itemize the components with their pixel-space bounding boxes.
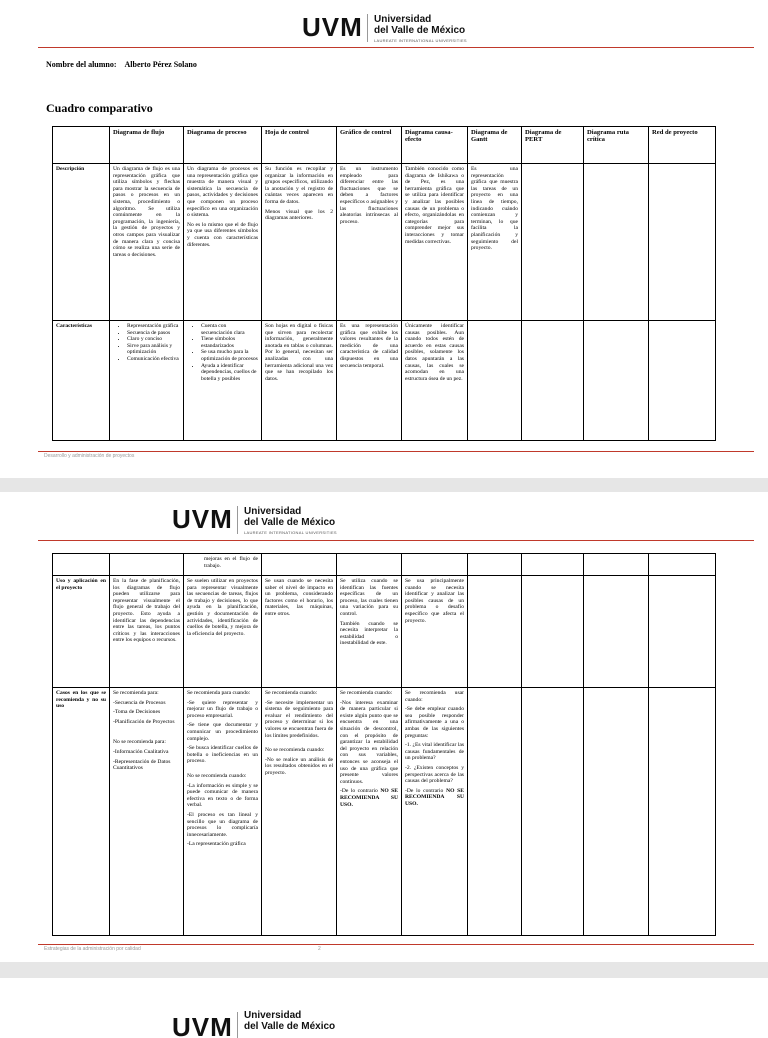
cell-uso-flujo: En la fase de planificación, los diagramas de flujo pueden utilizarse para representar visualmente el flujo general de trabajo del proyecto. Esto ayuda a identificar las dependencias entre las tareas, los puntos críticos y las interacciones entre los equipos o recursos. — [110, 576, 184, 688]
university-name-line1: Universidad — [244, 1010, 302, 1021]
cell-descripcion-hoja — [262, 164, 337, 321]
cell-empty — [649, 164, 716, 321]
paragraph: Se recomienda cuando: — [340, 690, 393, 696]
paragraph: -Planificación de Proyectos — [113, 718, 175, 725]
cell-descripcion-grafico: Es un instrumento empleado para diferenciar entre las fluctuaciones que se deben a factores específicos o asignables y las fluctuaciones aleatorias intrínsecas al proceso. — [337, 164, 402, 321]
paragraph: -Se busca identificar cuellos de botella o ineficiencias en un proceso. — [187, 745, 258, 765]
page-3 — [0, 978, 768, 1038]
logo-divider — [237, 506, 238, 534]
list-item: • Tiene símbolos estandarizados — [201, 336, 258, 349]
text: -De lo contrario — [340, 788, 381, 795]
cell-empty — [337, 554, 402, 576]
row-label-casos: Casos en los que se recomienda y no su uso — [53, 688, 110, 936]
logo-divider — [237, 1012, 238, 1038]
cell-empty — [584, 164, 649, 321]
uvm-logo-mark: UVM — [172, 504, 233, 534]
cell-empty — [522, 554, 584, 576]
paragraph: Menos visual que los 2 diagramas anteriores. — [265, 208, 333, 222]
cell-empty — [262, 554, 337, 576]
paragraph: -2. ¿Existen conceptos y perspectivas acerca de las causas del problema? — [405, 764, 464, 785]
cell-empty — [522, 321, 584, 441]
paragraph: -Se tiene que documentar y comunicar un procedimiento complejo. — [187, 722, 258, 742]
university-name-line2: del Valle de México — [244, 517, 336, 528]
paragraph: -La información es simple y se puede comunicar de manera efectiva en texto o de forma verbal. — [187, 782, 258, 809]
header-cell-empty — [53, 127, 110, 164]
paragraph: No se recomienda cuando: — [187, 772, 247, 779]
paragraph: No se recomienda para: — [113, 739, 166, 746]
row-casos — [53, 688, 716, 936]
cell-casos-proceso — [184, 688, 262, 936]
paragraph: -Toma de Decisiones — [113, 709, 161, 716]
uvm-logo-mark: UVM — [172, 1012, 233, 1038]
page-footer: Estrategias de la administración por calidad — [44, 946, 141, 952]
row-descripcion — [53, 164, 716, 321]
cell-continuation-proceso: mejoras en el flujo de trabajo. — [184, 554, 262, 576]
page-1 — [0, 0, 768, 478]
page-2 — [0, 492, 768, 962]
cell-empty — [584, 688, 649, 936]
paragraph: Se recomienda cuando: — [265, 690, 318, 696]
cell-descripcion-proceso — [184, 164, 262, 321]
comparison-table-continued — [52, 553, 716, 936]
university-name-line2: del Valle de México — [244, 1021, 336, 1032]
paragraph: Su función es recopilar y organizar la información en grupos específicos, utilizando la anotación y el registro de cuántas veces aparecen en forma de datos. — [265, 166, 333, 205]
paragraph: -Se necesite implementar un sistema de seguimiento para evaluar el rendimiento del proceso y determinar si los valores se encuentran fuera de los límites predefinidos. — [265, 699, 333, 739]
paragraph: Se recomienda usar cuando: — [405, 690, 464, 703]
paragraph: Se recomienda para: — [113, 690, 159, 696]
cell-uso-grafico — [337, 576, 402, 688]
row-label-uso: Uso y aplicación en el proyecto — [53, 576, 110, 688]
page-title: Cuadro comparativo — [46, 101, 153, 115]
list-item: • Sirve para análisis y optimización — [127, 343, 180, 356]
text: -De lo contrario — [405, 787, 447, 794]
header-causa-efecto: Diagrama causa-efecto — [402, 127, 468, 164]
cell-uso-hoja: Se usan cuando se necesita saber el nivel de impacto en un problema, considerando factores como el horario, los materiales, las máquinas, entre otros. — [262, 576, 337, 688]
paragraph — [405, 788, 464, 808]
cell-empty — [649, 554, 716, 576]
cell-empty — [53, 554, 110, 576]
list-item: • Claro y conciso — [127, 336, 180, 343]
university-name — [244, 1010, 335, 1032]
paragraph — [340, 788, 398, 808]
cell-empty — [522, 576, 584, 688]
footer-rule — [38, 451, 754, 452]
student-name: Alberto Pérez Solano — [124, 60, 197, 69]
paragraph: -La representación gráfica — [187, 841, 246, 848]
row-caracteristicas — [53, 321, 716, 441]
cell-casos-hoja — [262, 688, 337, 936]
cell-empty — [584, 576, 649, 688]
logo-divider — [367, 14, 368, 42]
list-item: • Ayuda a identificar dependencias, cuellos de botella y posibles — [201, 363, 258, 383]
university-name — [244, 506, 335, 528]
cell-descripcion-causa: También conocido como diagrama de Ishikawa o de Pez, es una herramienta gráfica que se utiliza para identificar y analizar las posibles causas de un problema o efecto, organizándolas en categorías para comprender mejor sus interacciones y tomar medidas correctivas. — [402, 164, 468, 321]
list-item: • Comunicación efectiva — [127, 356, 180, 363]
bullet-list — [113, 323, 180, 363]
list-item: • Se usa mucho para la optimización de procesos — [201, 349, 258, 362]
header-hoja-control: Hoja de control — [262, 127, 337, 164]
header-rule — [38, 47, 754, 48]
cell-caracteristicas-hoja: Son hojas en digital o físicas que sirven para recolectar información, generalmente anotada en tablas o columnas. Por lo general, necesitan ser analizadas con una herramienta adicional una vez que se han recopilado los datos. — [262, 321, 337, 441]
page-header — [0, 492, 768, 536]
cell-casos-flujo — [110, 688, 184, 936]
row-label-descripcion: Descripción — [53, 164, 110, 321]
student-label: Nombre del alumno: — [46, 60, 117, 69]
paragraph: -No se realice un análisis de los resultados obtenidos en el proyecto. — [265, 756, 333, 776]
cell-empty — [649, 688, 716, 936]
cell-casos-grafico — [337, 688, 402, 936]
paragraph: -1. ¿Es vital identificar las causas fundamentales de un problema? — [405, 742, 464, 762]
cell-empty — [468, 576, 522, 688]
page-header — [0, 0, 768, 44]
row-uso — [53, 576, 716, 688]
university-name-line1: Universidad — [374, 14, 432, 25]
student-line — [46, 60, 197, 69]
not-recommended-text: NO SE RECOMIENDA SU USO. — [340, 788, 399, 808]
cell-empty — [522, 164, 584, 321]
page-number: 2 — [318, 946, 321, 952]
paragraph: -Representación de Datos Cuantitativos — [113, 758, 171, 772]
cell-caracteristicas-grafico: Es una representación gráfica que exhibe los valores resultantes de la medición de una característica de calidad dispuestos en una secuencia temporal. — [337, 321, 402, 441]
not-recommended-text: NO SE RECOMIENDA SU USO. — [405, 787, 465, 807]
list-item: • Secuencia de pasos — [127, 330, 180, 337]
cell-empty — [522, 688, 584, 936]
paragraph: -Se quiere representar y mejorar un flujo de trabajo o proceso empresarial. — [187, 699, 258, 719]
row-continuation — [53, 554, 716, 576]
uvm-logo-mark: UVM — [302, 12, 363, 42]
cell-caracteristicas-proceso — [184, 321, 262, 441]
header-diagrama-flujo: Diagrama de flujo — [110, 127, 184, 164]
paragraph: -El proceso es tan lineal y sencillo que un diagrama de procesos lo complicaría innecesariamente. — [187, 811, 258, 838]
header-pert: Diagrama de PERT — [522, 127, 584, 164]
cell-empty — [402, 554, 468, 576]
paragraph: -Se debe emplear cuando sea posible responder afirmativamente a una o ambas de las siguientes preguntas: — [405, 706, 464, 739]
header-grafico-control: Gráfico de control — [337, 127, 402, 164]
cell-empty — [468, 688, 522, 936]
row-label-caracteristicas: Características — [53, 321, 110, 441]
paragraph: También cuando se necesita interpretar la estabilidad o inestabilidad de este. — [340, 620, 398, 647]
cell-descripcion-gantt: Es una representación gráfica que muestra las tareas de un proyecto en una línea de tiempo, indicando cuándo comienzan y terminan, lo que facilita la planificación y seguimiento del proyecto. — [468, 164, 522, 321]
bullet-list — [187, 323, 258, 382]
cell-empty — [649, 576, 716, 688]
comparison-table — [52, 126, 716, 441]
paragraph: -Información Cualitativa — [113, 748, 169, 755]
cell-uso-causa: Se usa principalmente cuando se necesita identificar y analizar las posibles causas de un problema o desafío específico que afecta el proyecto. — [402, 576, 468, 688]
university-name-line2: del Valle de México — [374, 25, 466, 36]
paragraph: Un diagrama de procesos es una representación gráfica que muestra de manera visual y sistemática la secuencia de pasos, actividades y decisiones que componen un proceso específico en una organización o sistema. — [187, 166, 258, 219]
laureate-tagline: LAUREATE INTERNATIONAL UNIVERSITIES — [374, 38, 467, 43]
cell-casos-causa — [402, 688, 468, 936]
paragraph: Se recomienda para cuando: — [187, 690, 251, 696]
paragraph: -Nos interesa examinar de manera particular si existe algún punto que se encuentra en una situación de descontrol, con el propósito de garantizar la estabilidad del proyecto en relación con sus variables, entonces se aconseja el uso de una gráfica que presente valores continuos. — [340, 699, 398, 785]
footer-rule — [38, 944, 754, 945]
cell-caracteristicas-causa: Únicamente identificar causas posibles. Aun cuando todos estén de acuerdo en estas causas posibles, solamente los datos apuntarán a las causas, las cuales se acomodan en una estructura ósea de un pez. — [402, 321, 468, 441]
header-rule — [38, 540, 754, 541]
cell-descripcion-flujo: Un diagrama de flujo es una representación gráfica que utiliza símbolos y flechas para mostrar la secuencia de pasos o procesos en un sistema, procedimiento o algoritmo. Se utiliza comúnmente en la programación, la ingeniería, la gestión de proyectos y otros campos para visualizar de manera clara y concisa cómo se realiza una serie de tareas o decisiones. — [110, 164, 184, 321]
header-red-proyecto: Red de proyecto — [649, 127, 716, 164]
paragraph: -Secuencia de Procesos — [113, 699, 166, 706]
header-ruta-critica: Diagrama ruta crítica — [584, 127, 649, 164]
paragraph: No se recomienda cuando: — [265, 747, 325, 754]
cell-uso-proceso: Se suelen utilizar en proyectos para representar visualmente las secuencias de tareas, flujos de trabajo y decisiones, lo que ayuda en la planificación, gestión y documentación de actividades, identificación de cuellos de botella, y mejora de la eficiencia del proyecto. — [184, 576, 262, 688]
cell-empty — [468, 321, 522, 441]
header-gantt: Diagrama de Gantt — [468, 127, 522, 164]
cell-empty — [584, 554, 649, 576]
paragraph: No es lo mismo que el de flujo ya que usa diferentes símbolos y cuenta con características diferentes. — [187, 221, 258, 248]
cell-empty — [468, 554, 522, 576]
header-diagrama-proceso: Diagrama de proceso — [184, 127, 262, 164]
laureate-tagline: LAUREATE INTERNATIONAL UNIVERSITIES — [244, 530, 337, 535]
cell-caracteristicas-flujo — [110, 321, 184, 441]
university-name — [374, 14, 465, 36]
cell-empty — [584, 321, 649, 441]
cell-empty — [649, 321, 716, 441]
list-item: • Cuenta con secuenciación clara — [201, 323, 258, 336]
page-header — [0, 978, 768, 1038]
cell-empty — [110, 554, 184, 576]
page-footer: Desarrollo y administración de proyectos — [44, 453, 135, 459]
paragraph: Se utiliza cuando se identifican las fuentes específicas de un proceso, las cuales tienen una variación para su control. — [340, 578, 398, 617]
university-name-line1: Universidad — [244, 506, 302, 517]
list-item: • Representación gráfica — [127, 323, 180, 330]
header-row — [53, 127, 716, 164]
